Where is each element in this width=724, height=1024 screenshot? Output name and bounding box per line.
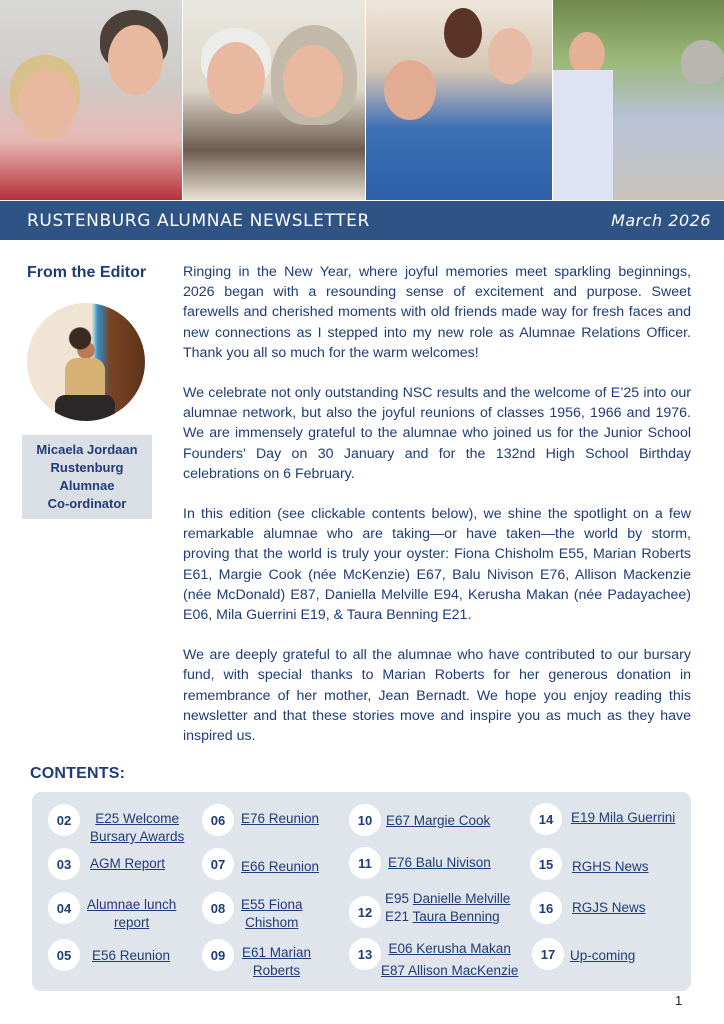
toc-item[interactable] — [532, 938, 635, 970]
header-photo-1 — [0, 0, 182, 200]
toc-link[interactable]: E76 Balu Nivison — [388, 855, 491, 870]
newsletter-banner — [0, 201, 724, 240]
toc-link[interactable]: Roberts — [252, 963, 301, 978]
toc-page-number: 16 — [530, 892, 562, 924]
toc-item[interactable] — [202, 892, 303, 932]
issue-date: March 2026 — [611, 211, 711, 230]
toc-link[interactable]: Danielle Melville — [412, 891, 511, 906]
contents-table — [32, 792, 691, 991]
person-face — [18, 70, 76, 140]
person-face — [207, 42, 265, 114]
letter-paragraph: Ringing in the New Year, where joyful memories meet sparkling beginnings, 2026 began with a resounding sense of excitement and purpose. Sweet farewells and cherished moments with old friends made way for fresh faces and new connections as I stepped into my new role as Alumnae Relations Officer. Thank you all so much for the warm welcomes! — [183, 264, 691, 361]
editor-role-line: Alumnae — [59, 478, 115, 493]
toc-link[interactable]: E61 Marian — [242, 945, 312, 960]
toc-item[interactable] — [202, 804, 319, 836]
toc-item[interactable] — [530, 848, 649, 880]
person-face — [444, 8, 482, 58]
toc-link[interactable]: E66 Reunion — [241, 859, 320, 874]
toc-page-number: 06 — [202, 804, 234, 836]
header-photo-strip — [0, 0, 724, 200]
editor-heading: From the Editor — [27, 264, 147, 281]
toc-link[interactable]: RGHS News — [572, 859, 649, 874]
contents-heading: CONTENTS: — [30, 765, 126, 782]
header-photo-2 — [182, 0, 366, 200]
header-photo-3 — [365, 0, 552, 200]
toc-link[interactable]: report — [114, 915, 150, 930]
toc-class-year: E21 — [385, 909, 413, 924]
person-face — [108, 25, 163, 95]
toc-link[interactable]: AGM Report — [90, 856, 166, 871]
toc-page-number: 02 — [48, 804, 80, 836]
toc-link[interactable]: E87 Allison MacKenzie — [381, 963, 519, 978]
toc-item[interactable] — [202, 848, 319, 880]
portrait-legs — [55, 395, 115, 421]
toc-item[interactable] — [530, 803, 675, 835]
toc-page-number: 17 — [532, 938, 564, 970]
toc-class-year: E95 — [385, 891, 413, 906]
toc-page-number: 12 — [349, 896, 381, 928]
toc-page-number: 15 — [530, 848, 562, 880]
person-face — [488, 28, 532, 84]
toc-item[interactable] — [349, 890, 510, 928]
toc-item[interactable] — [202, 939, 311, 980]
toc-link[interactable]: E56 Reunion — [92, 948, 171, 963]
toc-link[interactable]: E76 Reunion — [241, 811, 320, 826]
person-face — [283, 45, 343, 117]
toc-link[interactable]: E55 Fiona — [241, 897, 303, 912]
toc-link[interactable]: E67 Margie Cook — [386, 813, 491, 828]
person-shirt — [553, 70, 613, 200]
toc-link[interactable]: E25 Welcome — [95, 811, 180, 826]
toc-page-number: 07 — [202, 848, 234, 880]
toc-page-number: 10 — [349, 804, 381, 836]
toc-link[interactable]: Up-coming — [570, 948, 636, 963]
editor-letter — [183, 262, 691, 766]
toc-item[interactable] — [48, 939, 170, 971]
toc-item[interactable] — [48, 848, 165, 880]
toc-link[interactable]: Bursary Awards — [90, 829, 185, 844]
toc-page-number: 04 — [48, 892, 80, 924]
letter-paragraph: We celebrate not only outstanding NSC results and the welcome of E’25 into our alumnae network, but also the joyful reunions of classes 1956, 1966 and 1976. We are immensely grateful to the alumnae who joined us for the Junior School Founders’ Day on 30 January and for the 132nd High School Birthday celebrations on 6 February. — [183, 385, 691, 482]
toc-link[interactable]: RGJS News — [572, 900, 646, 915]
editor-name: Micaela Jordaan — [36, 442, 138, 457]
toc-page-number: 13 — [349, 938, 381, 970]
toc-page-number: 11 — [349, 847, 381, 879]
person-face — [384, 60, 436, 120]
toc-link[interactable]: Taura Benning — [412, 909, 500, 924]
person-hair — [681, 40, 724, 84]
toc-page-number: 03 — [48, 848, 80, 880]
toc-page-number: 05 — [48, 939, 80, 971]
letter-paragraph: In this edition (see clickable contents below), we shine the spotlight on a few remarkable alumnae who are taking—or have taken—the world by storm, proving that the world is truly your oyster: Fiona Chisholm E55, Marian Roberts E61, Margie Cook (née McKenzie) E67, Balu Nivison E76, Allison Mackenzie (née McDonald) E87, Daniella Melville E94, Kerusha Makan (née Padayachee) E06, Mila Guerrini E19, & Taura Benning E21. — [183, 506, 691, 624]
toc-page-number: 08 — [202, 892, 234, 924]
toc-page-number: 14 — [530, 803, 562, 835]
toc-link[interactable]: E19 Mila Guerrini — [571, 810, 676, 825]
toc-link[interactable]: E06 Kerusha Makan — [388, 941, 511, 956]
toc-link[interactable]: Alumnae lunch — [87, 897, 177, 912]
toc-page-number: 09 — [202, 939, 234, 971]
toc-item[interactable] — [349, 804, 490, 836]
toc-item[interactable] — [48, 892, 176, 932]
toc-item[interactable] — [349, 938, 518, 982]
editor-portrait — [27, 303, 145, 421]
newsletter-title: RUSTENBURG ALUMNAE NEWSLETTER — [27, 210, 370, 231]
toc-item[interactable] — [530, 892, 646, 924]
editor-caption — [22, 435, 152, 519]
toc-item[interactable] — [48, 804, 184, 846]
toc-item[interactable] — [349, 847, 491, 879]
page-number: 1 — [675, 993, 683, 1008]
letter-paragraph: We are deeply grateful to all the alumnae who have contributed to our bursary fund, with special thanks to Marian Roberts for her generous donation in remembrance of her mother, Jean Bernadt. We hope you enjoy reading this newsletter and that these stories move and inspire you as much as they have inspired us. — [183, 647, 691, 745]
toc-link[interactable]: Chishom — [245, 915, 299, 930]
header-photo-4 — [552, 0, 724, 200]
editor-role-line: Co-ordinator — [47, 496, 127, 511]
editor-role-line: Rustenburg — [50, 460, 124, 475]
